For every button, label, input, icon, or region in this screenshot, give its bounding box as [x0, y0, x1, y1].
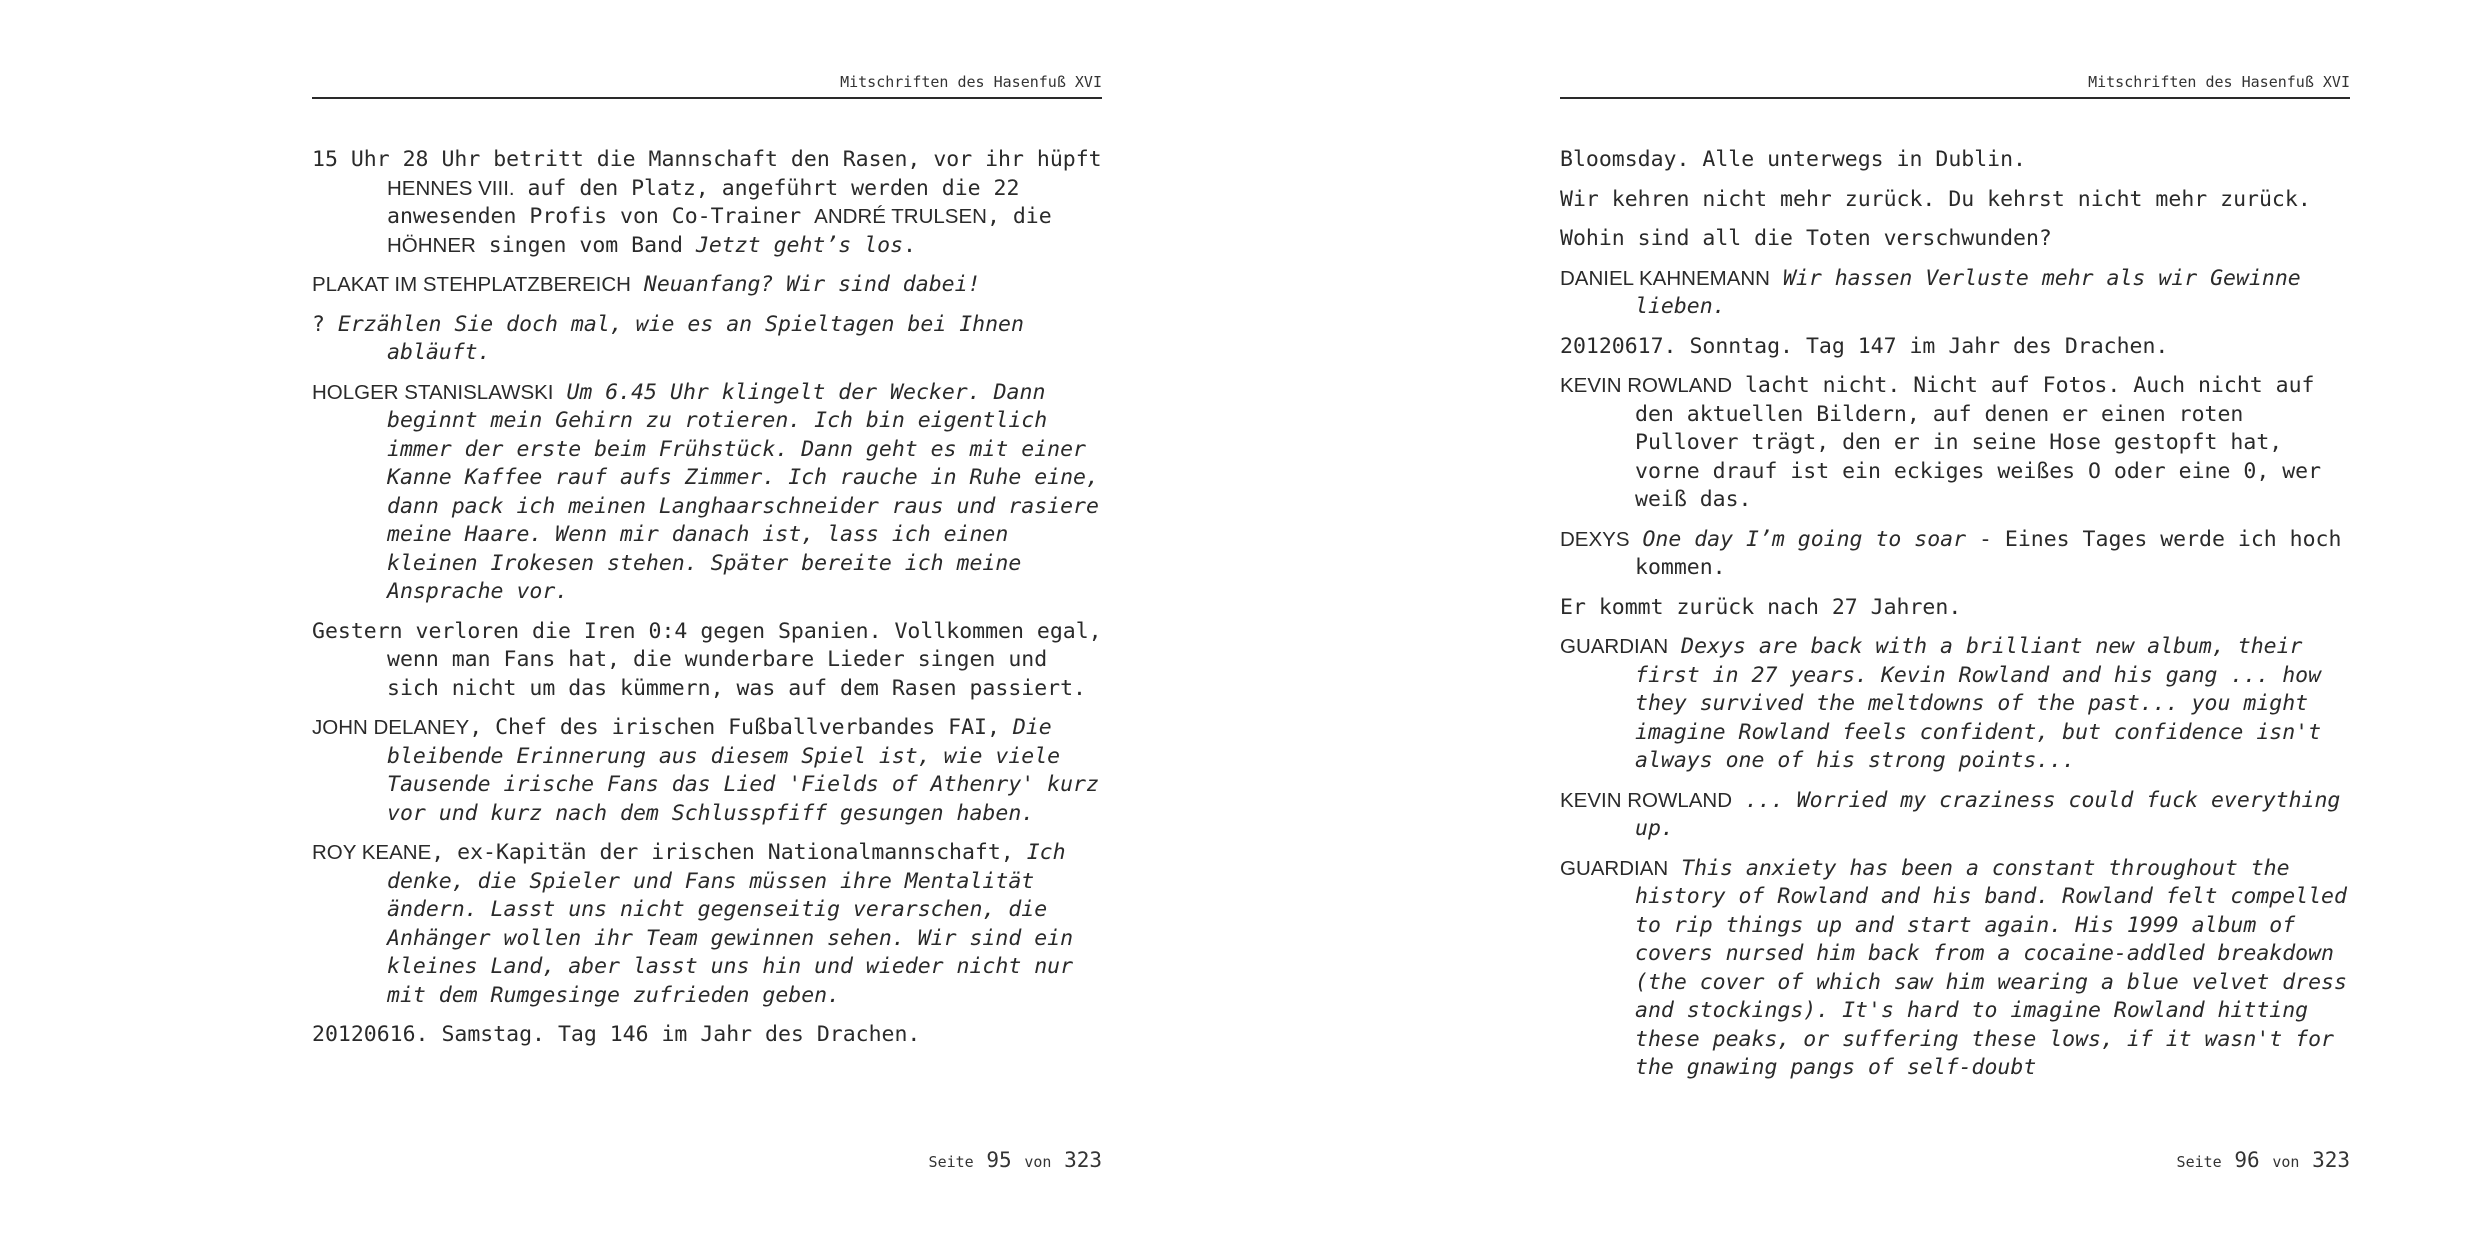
footer-mid: von	[2272, 1153, 2300, 1171]
paragraph	[312, 618, 1102, 704]
text-run: singen vom Band	[475, 232, 696, 258]
header-rule	[312, 97, 1102, 99]
speaker-name: JOHN DELANEY	[312, 716, 470, 739]
text-run: Wir kehren nicht mehr zurück. Du kehrst nicht mehr zurück.	[1560, 186, 2311, 212]
text-run: , Chef des irischen Fußballverbandes FAI,	[469, 715, 1013, 740]
page-number: 96	[2234, 1148, 2260, 1172]
text-run: - Eines Tages werde ich hoch kommen.	[1635, 526, 2342, 580]
paragraph	[312, 839, 1102, 1010]
page-header: Mitschriften des Hasenfuß XVI	[2088, 73, 2350, 91]
left-page	[312, 0, 1102, 1240]
paragraph	[312, 1021, 1102, 1050]
text-run: , die	[986, 204, 1052, 229]
quote-text: This anxiety has been a constant throughout the history of Rowland and his band. Rowland felt compelled to rip things up and start again. His 1999 album of covers nursed him back from a cocaine-addled breakdown (the cover of which saw him wearing a blue velvet dress and stockings). It's hard to imagine Rowland hitting these peaks, or suffering these lows, if it wasn't for the gnawing pangs of self-doubt	[1635, 855, 2347, 1080]
speaker-name: KEVIN ROWLAND	[1560, 788, 1732, 812]
text-run	[1770, 266, 1783, 291]
paragraph	[1560, 186, 2350, 215]
text-run: Er kommt zurück nach 27 Jahren.	[1560, 594, 1962, 620]
speaker-name: ROY KEANE	[312, 841, 432, 864]
right-page	[1560, 0, 2350, 1240]
header-rule	[1560, 97, 2350, 99]
paragraph	[312, 271, 1102, 300]
footer-mid: von	[1024, 1153, 1052, 1171]
paragraph	[1560, 333, 2350, 362]
page-total: 323	[2312, 1148, 2350, 1172]
paragraph	[1560, 633, 2350, 776]
text-run	[1668, 634, 1681, 659]
paragraph	[312, 146, 1102, 260]
quote-text: One day I’m going to soar	[1642, 526, 1967, 552]
text-run	[1732, 788, 1745, 813]
quote-text: Neuanfang? Wir sind dabei!	[643, 272, 981, 297]
speaker-name: GUARDIAN	[1560, 635, 1669, 658]
page-footer	[929, 1148, 1102, 1172]
paragraph	[1560, 787, 2350, 844]
speaker-name: DANIEL KAHNEMANN	[1560, 266, 1770, 290]
text-run: Gestern verloren die Iren 0:4 gegen Spanien. Vollkommen egal, wenn man Fans hat, die wunderbare Lieder singen und sich nicht um das kümmern, was auf dem Rasen passiert.	[312, 618, 1102, 701]
quote-text: Erzählen Sie doch mal, wie es an Spieltagen bei Ihnen abläuft.	[337, 311, 1024, 365]
page-content	[312, 146, 1102, 1061]
page-footer	[2177, 1148, 2350, 1172]
text-run	[631, 272, 644, 297]
text-run: ?	[312, 311, 338, 337]
text-run: .	[903, 232, 916, 258]
page-total: 323	[1064, 1148, 1102, 1172]
text-run	[554, 380, 567, 405]
text-run: 20120617. Sonntag. Tag 147 im Jahr des Drachen.	[1560, 333, 2169, 359]
footer-prefix: Seite	[2176, 1153, 2222, 1171]
paragraph	[1560, 594, 2350, 623]
page-number: 95	[986, 1148, 1012, 1172]
paragraph	[312, 311, 1102, 368]
paragraph	[312, 379, 1102, 607]
quote-text: Um 6.45 Uhr klingelt der Wecker. Dann beginnt mein Gehirn zu rotieren. Ich bin eigentlich immer der erste beim Frühstück. Dann geht es mit einer Kanne Kaffee rauf aufs Zimmer. Ich rauche in Ruhe eine, dann pack ich meinen Langhaarschneider raus und rasiere meine Haare. Wenn mir danach ist, lass ich einen kleinen Irokesen stehen. Später bereite ich meine Ansprache vor.	[387, 379, 1099, 604]
paragraph	[1560, 526, 2350, 583]
speaker-name: HÖHNER	[387, 233, 476, 257]
quote-text: ... Worried my craziness could fuck everything up.	[1635, 787, 2341, 841]
quote-text: Die bleibende Erinnerung aus diesem Spiel ist, wie viele Tausende irische Fans das Lied 'Fields of Athenry' kurz vor und kurz nach dem Schlusspfiff gesungen haben.	[387, 715, 1099, 826]
text-run: 15 Uhr 28 Uhr betritt die Mannschaft den Rasen, vor ihr hüpft	[312, 147, 1102, 172]
text-run	[1668, 856, 1681, 881]
page-header: Mitschriften des Hasenfuß XVI	[840, 73, 1102, 91]
speaker-name: ANDRÉ TRULSEN	[814, 205, 987, 228]
paragraph	[1560, 372, 2350, 515]
speaker-name: DEXYS	[1560, 527, 1630, 551]
speaker-name: GUARDIAN	[1560, 856, 1669, 880]
text-run: Wohin sind all die Toten verschwunden?	[1560, 226, 2052, 251]
text-run: , ex-Kapitän der irischen Nationalmannschaft,	[431, 840, 1027, 865]
quote-text: Dexys are back with a brilliant new album, their first in 27 years. Kevin Rowland and his gang ... how they survived the meltdowns of the past... you might imagine Rowland feels confident, but confidence isn't always one of his strong points...	[1635, 634, 2322, 773]
quote-text: Wir hassen Verluste mehr als wir Gewinne lieben.	[1635, 265, 2301, 319]
paragraph	[1560, 855, 2350, 1083]
speaker-name: HOLGER STANISLAWSKI	[312, 380, 554, 404]
speaker-name: KEVIN ROWLAND	[1560, 374, 1732, 397]
text-run: lacht nicht. Nicht auf Fotos. Auch nicht auf den aktuellen Bildern, auf denen er einen roten Pullover trägt, den er in seine Hose gestopft hat, vorne drauf ist ein eckiges weißes O oder eine 0, wer weiß das.	[1635, 373, 2322, 512]
paragraph	[1560, 265, 2350, 322]
speaker-name: HENNES VIII.	[387, 176, 515, 200]
text-run: 20120616. Samstag. Tag 146 im Jahr des Drachen.	[312, 1022, 921, 1047]
paragraph	[312, 714, 1102, 828]
quote-text: Jetzt geht’s los	[695, 232, 904, 258]
footer-prefix: Seite	[928, 1153, 974, 1171]
quote-text: Ich denke, die Spieler und Fans müssen ihre Mentalität ändern. Lasst uns nicht gegenseitig verarschen, die Anhänger wollen ihr Team gewinnen sehen. Wir sind ein kleines Land, aber lasst uns hin und wieder nicht nur mit dem Rumgesinge zufrieden geben.	[387, 840, 1074, 1008]
text-run: auf den Platz, angeführt werden die 22 anwesenden Profis von Co-Trainer	[387, 175, 1020, 229]
text-run	[1630, 527, 1643, 552]
paragraph	[1560, 146, 2350, 175]
page-content	[1560, 146, 2350, 1094]
text-run: Bloomsday. Alle unterwegs in Dublin.	[1560, 147, 2026, 172]
paragraph	[1560, 225, 2350, 254]
speaker-name: PLAKAT IM STEHPLATZBEREICH	[312, 273, 631, 296]
